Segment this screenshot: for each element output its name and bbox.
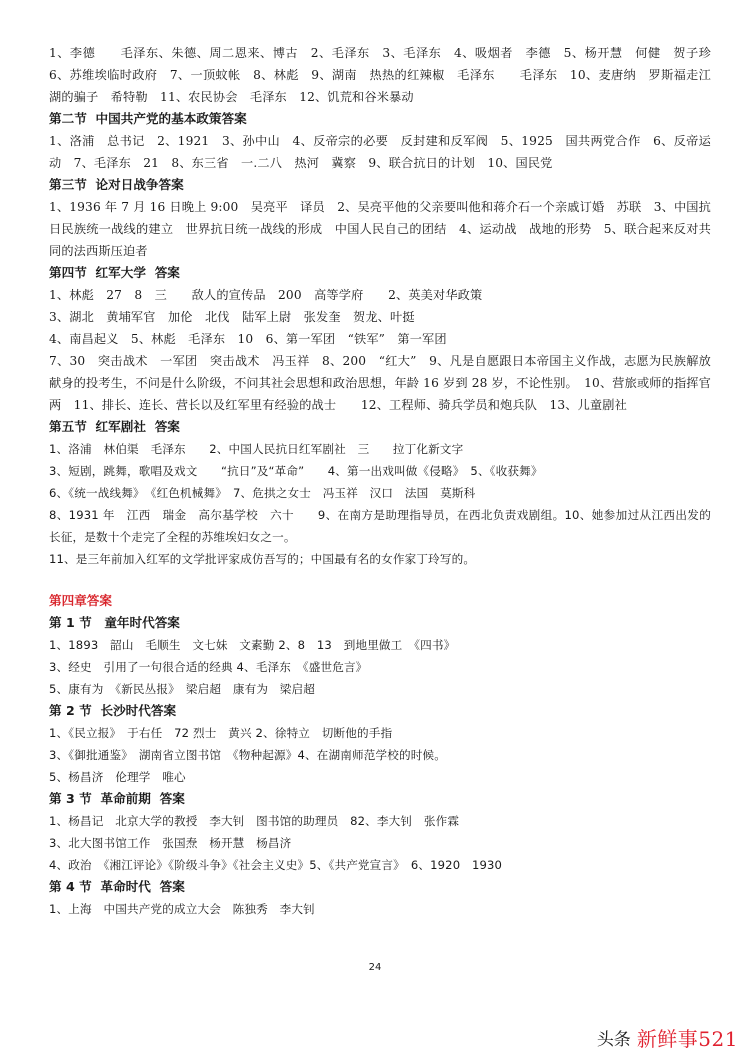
section5-line-3: 6、《统一战线舞》 《红色机械舞》 7、危拱之女士 冯玉祥 汉口 法国 莫斯科 [49, 486, 476, 500]
page-number: 24 [368, 962, 382, 973]
chapter4-node2-heading: 第 2 节 长沙时代答案 [49, 703, 177, 718]
section4-line-1: 1、林彪 27 8 三 敌人的宣传品 200 高等学府 2、英美对华政策 [49, 288, 483, 302]
section2-heading: 第二节 中国共产党的基本政策答案 [49, 111, 247, 126]
chapter4-node1-line-2: 3、经史 引用了一句很合适的经典 4、毛泽东 《盛世危言》 [49, 660, 368, 674]
chapter4-node3-line-1: 1、杨昌记 北京大学的教授 李大钊 图书馆的助理员 82、李大钊 张作霖 [49, 814, 460, 828]
chapter4-node3-heading: 第 3 节 革命前期 答案 [49, 791, 185, 806]
section4-line-4: 7、30 突击战术 一军团 突击战术 冯玉祥 8、200 “红大” 9、凡是自愿跟日本帝国主义作战，志愿为民族解放献身的投考生，不问是什么阶级，不问其社会思想和政治思想，年龄 16 岁到 28 岁，不论性别。 10、营旅或师的指挥官 两 11、排长、连长、营长以及红军里有经验的战士 12、工程师、骑兵学员和炮兵队 13、儿童剧社 [49, 354, 724, 412]
section5-heading: 第五节 红军剧社 答案 [49, 419, 180, 434]
watermark-source: 头条 [596, 1029, 631, 1050]
chapter4-node2-line-3: 5、杨昌济 伦理学 唯心 [49, 770, 186, 784]
section2-answers: 1、洛浦 总书记 2、1921 3、孙中山 4、反帝宗的必要 反封建和反军阀 5、1925 国共两党合作 6、反帝运动 7、毛泽东 21 8、东三省 一.二八 热河 冀察 9、联合抗日的计划 10、国民党 [49, 134, 711, 170]
answer-sheet [49, 42, 724, 920]
section5-line-5: 11、是三年前加入红军的文学批评家成仿吾写的；中国最有名的女作家丁玲写的。 [49, 552, 476, 566]
section5-line-2: 3、短剧，跳舞，歌唱及戏文 “抗日”及“革命” 4、第一出戏叫做《侵略》 5、《收获舞》 [49, 464, 543, 478]
section5-line-4: 8、1931 年 江西 瑞金 高尔基学校 六十 9、在南方是助理指导员，在西北负责戏剧组。10、她参加过从江西出发的长征，是数十个走完了全程的苏维埃妇女之一。 [49, 508, 711, 544]
chapter4-node4-heading: 第 4 节 革命时代 答案 [49, 879, 185, 894]
chapter4-node1-heading: 第 1 节 童年时代答案 [49, 615, 180, 630]
chapter4-heading: 第四章答案 [49, 593, 112, 608]
chapter4-node2-line-2: 3、《御批通鉴》 湖南省立图书馆 《物种起源》4、在湖南师范学校的时候。 [49, 748, 446, 762]
chapter4-node3-line-2: 3、北大图书馆工作 张国焘 杨开慧 杨昌济 [49, 836, 292, 850]
chapter4-node3-line-3: 4、政治 《湘江评论》《阶级斗争》《社会主义史》5、《共产党宣言》 6、1920 1930 [49, 858, 503, 872]
watermark-account: 新鲜事521 [636, 1026, 738, 1051]
chapter4-node1-line-3: 5、康有为 《新民丛报》 梁启超 康有为 梁启超 [49, 682, 316, 696]
chapter4-node1-line-1: 1、1893 韶山 毛顺生 文七妹 文素勤 2、8 13 到地里做工 《四书》 [49, 638, 456, 652]
chapter4-node4-line-1: 1、上海 中国共产党的成立大会 陈独秀 李大钊 [49, 902, 315, 916]
section5-line-1: 1、洛浦 林伯渠 毛泽东 2、中国人民抗日红军剧社 三 拉丁化新文字 [49, 442, 464, 456]
chapter4-node2-line-1: 1、《民立报》 于右任 72 烈士 黄兴 2、徐特立 切断他的手指 [49, 726, 393, 740]
chapter-spacer [49, 570, 711, 590]
section4-line-3: 4、南昌起义 5、林彪 毛泽东 10 6、第一军团 “铁军” 第一军团 [49, 332, 447, 346]
section3-answers: 1、1936 年 7 月 16 日晚上 9:00 吴亮平 译员 2、吴亮平他的父亲要叫他和蒋介石一个亲戚订婚 苏联 3、中国抗日民族统一战线的建立 世界抗日统一战线的形成 中国人民自己的团结 4、运动战 战地的形势 5、联合起来反对共同的法西斯压迫者 [49, 200, 711, 258]
watermark [597, 1022, 738, 1052]
section1-answers: 1、李德 毛泽东、朱德、周二恩来、博古 2、毛泽东 3、毛泽东 4、吸烟者 李德 5、杨开慧 何健 贺子珍 6、苏维埃临时政府 7、一顶蚊帐 8、林彪 9、湖南 热热的红辣椒 毛泽东 毛泽东 10、麦唐纳 罗斯福走江湖的骗子 希特勒 11、农民协会 毛泽东 12、饥荒和谷米暴动 [49, 46, 724, 104]
section4-line-2: 3、湖北 黄埔军官 加伦 北伐 陆军上尉 张发奎 贺龙、叶挺 [49, 310, 415, 324]
section4-heading: 第四节 红军大学 答案 [49, 265, 180, 280]
section3-heading: 第三节 论对日战争答案 [49, 177, 184, 192]
